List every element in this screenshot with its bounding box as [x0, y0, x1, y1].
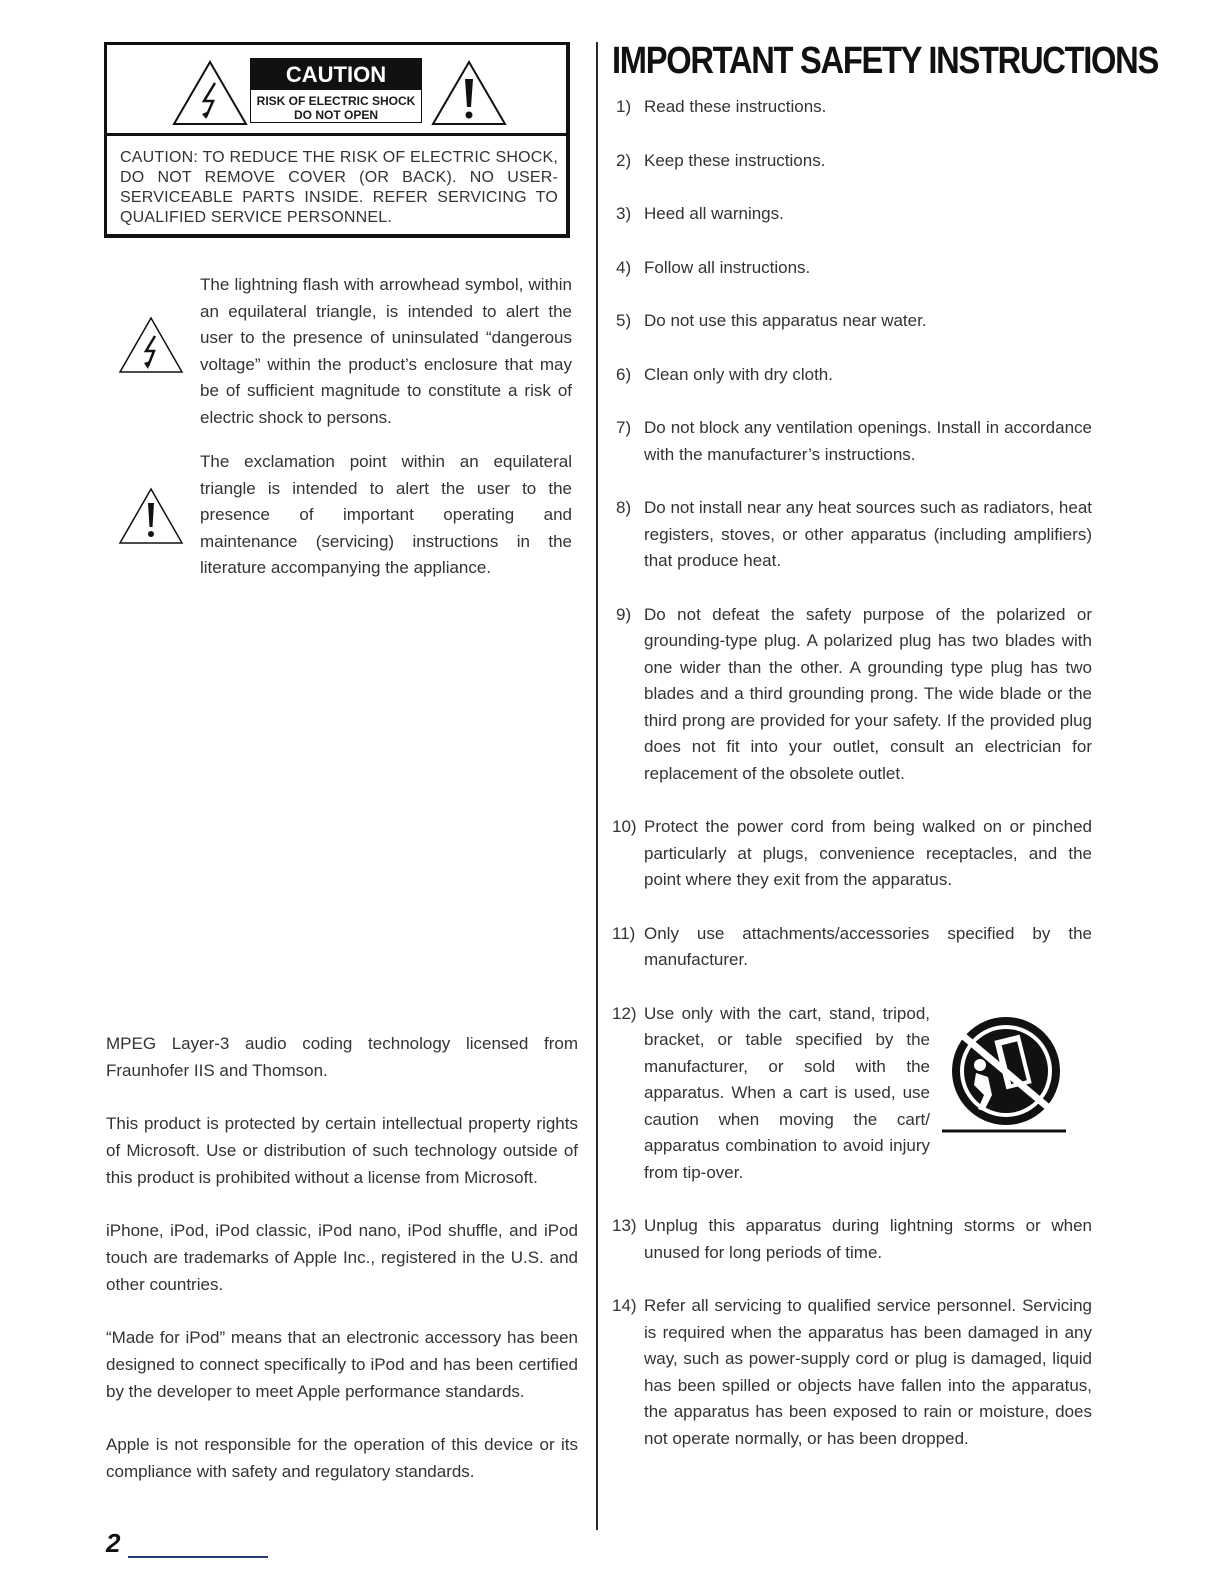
instruction-item: [612, 602, 1092, 788]
left-column: [104, 42, 578, 582]
instruction-text: Do not defeat the safety purpose of the polarized or grounding-type plug. A polarized plug has two blades with one wider than the other. A grounding type plug has two blades and a third grounding prong. The wide blade or the third prong are provided for your safety. If the provided plug does not fit into your outlet, consult an electrician for replacement of the obsolete outlet.: [644, 604, 1092, 783]
exclamation-symbol-explanation: [104, 449, 578, 582]
caution-box: [104, 42, 570, 238]
exclamation-warning-icon: [430, 59, 508, 127]
instruction-number: 1): [616, 97, 632, 116]
lightning-symbol-text: The lightning flash with arrowhead symbol, within an equilateral triangle, is intended to alert the user to the presence of uninsulated “dangerous voltage” within the product’s enclosure that may be of sufficient magnitude to constitute a risk of electric shock to persons.: [200, 275, 572, 427]
instruction-item: [612, 415, 1092, 468]
instruction-number: 11): [612, 923, 636, 943]
page-number: 2: [106, 1528, 121, 1558]
instruction-number: 14): [612, 1296, 637, 1315]
instruction-item: [612, 201, 1092, 228]
notice-apple-responsibility: Apple is not responsible for the operation of this device or its compliance with safety and regulatory standards.: [106, 1435, 578, 1481]
instruction-text: Follow all instructions.: [644, 257, 811, 277]
instruction-text: Use only with the cart, stand, tripod, bracket, or table specified by the manufacturer, or sold with the apparatus. When a cart is used, use caution when moving the cart/ apparatus combination to avoid injury from tip-over.: [644, 1003, 930, 1182]
instruction-item: [612, 94, 1092, 121]
instruction-item: [612, 255, 1092, 282]
instruction-number: 3): [616, 204, 632, 223]
cart-warning-icon: [940, 1013, 1068, 1137]
instruction-text: Clean only with dry cloth.: [644, 364, 833, 384]
instruction-number: 2): [616, 150, 632, 170]
column-divider: [596, 42, 598, 1530]
instruction-text: Do not use this apparatus near water.: [644, 311, 927, 330]
page-number-rule: [128, 1556, 268, 1558]
instruction-number: 5): [616, 311, 632, 330]
instruction-number: 9): [616, 604, 632, 624]
instruction-number: 12): [612, 1003, 637, 1023]
instruction-number: 7): [616, 418, 632, 437]
instruction-item: [612, 148, 1092, 175]
instruction-number: 10): [612, 817, 637, 836]
instruction-item: [612, 495, 1092, 575]
exclamation-triangle-icon: [118, 487, 184, 545]
instruction-text: Only use attachments/accessories specified by the manufacturer.: [644, 923, 1092, 969]
notice-apple-trademarks: iPhone, iPod, iPod classic, iPod nano, iPod shuffle, and iPod touch are trademarks of Apple Inc., registered in the U.S. and other countries.: [106, 1221, 578, 1294]
exclamation-symbol-text: The exclamation point within an equilateral triangle is intended to alert the user to the presence of important operating and maintenance (servicing) instructions in the literature accompanying the appliance.: [200, 452, 572, 577]
instruction-number: 8): [616, 498, 632, 517]
caution-title: CAUTION: [251, 59, 421, 90]
instruction-text: Read these instructions.: [644, 97, 827, 116]
caution-header: [107, 45, 566, 136]
instruction-item: [612, 362, 1092, 389]
instruction-text: Unplug this apparatus during lightning storms or when unused for long periods of time.: [644, 1216, 1092, 1262]
instruction-text: Heed all warnings.: [644, 204, 784, 223]
instruction-text: Do not block any ventilation openings. Install in accordance with the manufacturer’s instructions.: [644, 418, 1092, 464]
caution-line-1: RISK OF ELECTRIC SHOCK: [256, 94, 416, 108]
instruction-number: 6): [616, 364, 632, 384]
caution-line-2: DO NOT OPEN: [293, 108, 378, 122]
lightning-symbol-explanation: [104, 272, 578, 431]
instruction-item: [612, 921, 1092, 974]
instruction-text: Refer all servicing to qualified service personnel. Servicing is required when the apparatus has been damaged in any way, such as power-supply cord or plug is damaged, liquid has been spilled or objects have fallen into the apparatus, the apparatus has been exposed to rain or moisture, does not operate normally, or has been dropped.: [644, 1296, 1092, 1448]
instruction-item: [612, 308, 1092, 335]
instruction-text: Keep these instructions.: [644, 150, 826, 170]
notice-microsoft: This product is protected by certain intellectual property rights of Microsoft. Use or distribution of such technology outside of this product is prohibited without a license from Microsoft.: [106, 1114, 578, 1187]
caution-text: CAUTION: TO REDUCE THE RISK OF ELECTRIC SHOCK, DO NOT REMOVE COVER (OR BACK). NO USER-SERVICEABLE PARTS INSIDE. REFER SERVICING TO QUALIFIED SERVICE PERSONNEL.: [120, 149, 558, 226]
page-title: IMPORTANT SAFETY INSTRUCTIONS: [612, 40, 1159, 82]
caution-label: [250, 58, 422, 123]
notice-mpeg: MPEG Layer-3 audio coding technology licensed from Fraunhofer IIS and Thomson.: [106, 1034, 578, 1080]
lightning-warning-icon: [171, 59, 249, 127]
right-column: [612, 38, 1159, 1479]
instruction-item: [612, 814, 1092, 894]
notice-made-for-ipod: “Made for iPod” means that an electronic accessory has been designed to connect specifically to iPod and has been certified by the developer to meet Apple performance standards.: [106, 1328, 578, 1401]
instruction-item: [612, 1001, 1092, 1187]
instruction-item: [612, 1213, 1092, 1266]
instruction-text: Do not install near any heat sources such as radiators, heat registers, stoves, or other apparatus (including amplifiers) that produce heat.: [644, 498, 1092, 570]
instruction-text: Protect the power cord from being walked on or pinched particularly at plugs, convenience receptacles, and the point where they exit from the apparatus.: [644, 817, 1092, 889]
license-notices: [106, 1030, 578, 1511]
lightning-triangle-icon: [118, 316, 184, 374]
instruction-item: [612, 1293, 1092, 1452]
instruction-number: 4): [616, 257, 632, 277]
instruction-number: 13): [612, 1216, 637, 1235]
